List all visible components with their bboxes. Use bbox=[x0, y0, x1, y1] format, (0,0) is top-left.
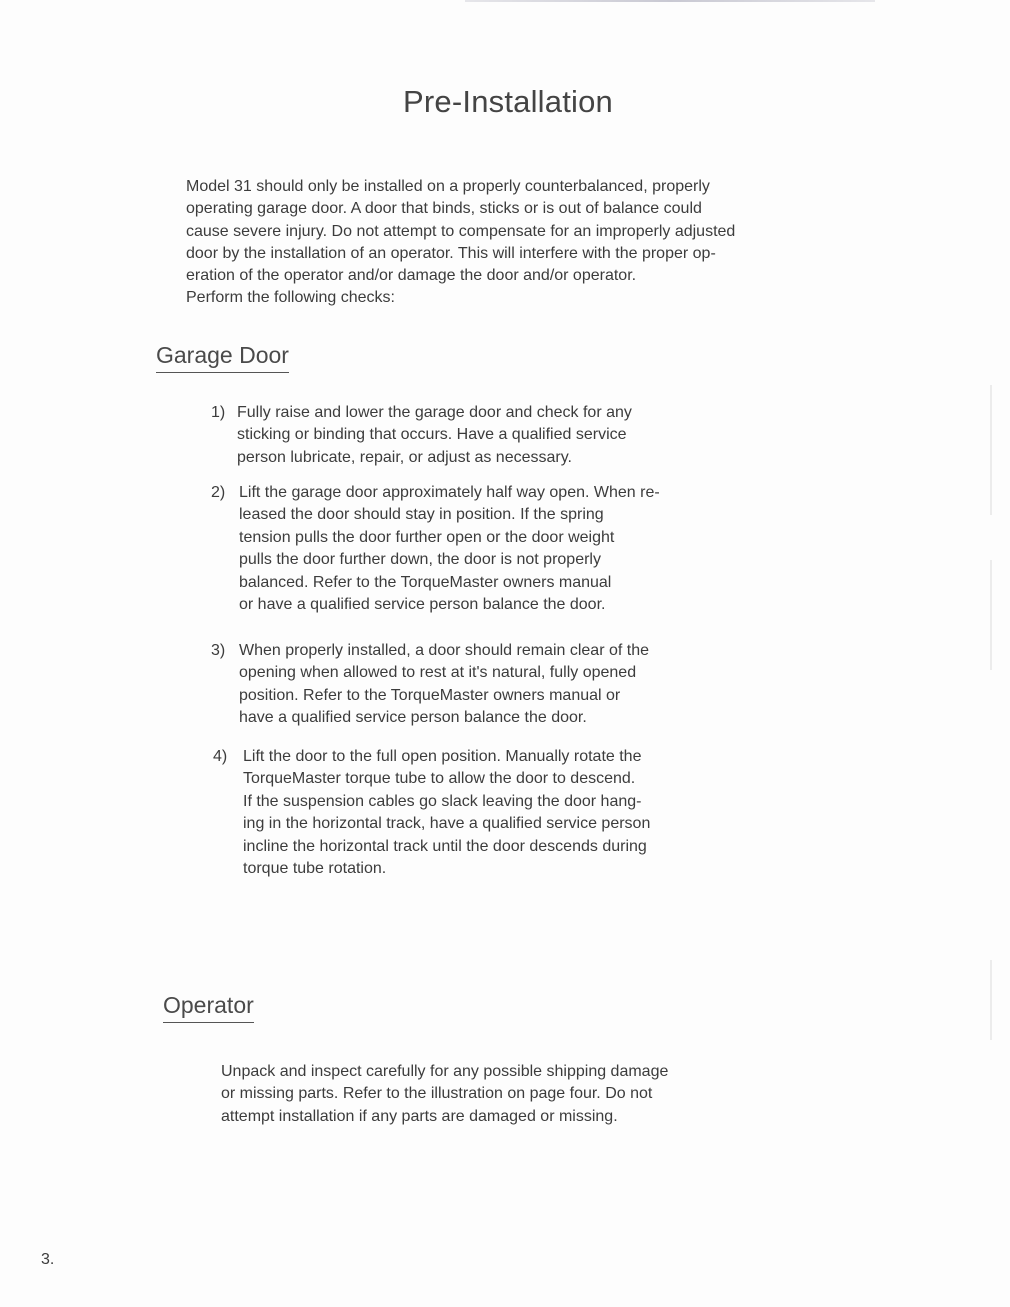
intro-line: Model 31 should only be installed on a properly counterbalanced, properly bbox=[186, 178, 710, 195]
operator-line: or missing parts. Refer to the illustration on page four. Do not bbox=[221, 1085, 653, 1103]
item-line: ing in the horizontal track, have a qualified service person bbox=[243, 815, 651, 833]
operator-paragraph bbox=[221, 1061, 668, 1128]
item-line: have a qualified service person balance the door. bbox=[239, 709, 587, 727]
item-text bbox=[239, 640, 649, 730]
scan-artifact-edge bbox=[990, 960, 992, 1040]
item-line: When properly installed, a door should remain clear of the bbox=[239, 642, 649, 659]
item-line: position. Refer to the TorqueMaster owners manual or bbox=[239, 686, 621, 704]
item-line: torque tube rotation. bbox=[243, 860, 387, 878]
item-line: or have a qualified service person balance the door. bbox=[239, 596, 606, 614]
item-line: Lift the garage door approximately half way open. When re- bbox=[239, 484, 660, 501]
item-line: Lift the door to the full open position. Manually rotate the bbox=[243, 748, 642, 765]
intro-line: operating garage door. A door that binds, sticks or is out of balance could bbox=[186, 200, 702, 218]
item-line: balanced. Refer to the TorqueMaster owners manual bbox=[239, 573, 612, 591]
item-line: leased the door should stay in position. If the spring bbox=[239, 506, 604, 524]
item-line: tension pulls the door further open or the door weight bbox=[239, 528, 615, 546]
operator-line: attempt installation if any parts are damaged or missing. bbox=[221, 1107, 618, 1125]
scan-artifact-edge bbox=[990, 560, 992, 670]
garage-door-heading: Garage Door bbox=[156, 342, 289, 373]
item-number: 2) bbox=[211, 484, 226, 501]
item-line: Fully raise and lower the garage door and check for any bbox=[237, 404, 632, 421]
page-title: Pre-Installation bbox=[403, 84, 613, 119]
item-line: person lubricate, repair, or adjust as necessary. bbox=[237, 448, 572, 466]
intro-line: cause severe injury. Do not attempt to compensate for an improperly adjusted bbox=[186, 222, 736, 240]
item-line: sticking or binding that occurs. Have a qualified service bbox=[237, 426, 627, 444]
scan-artifact-edge bbox=[990, 385, 992, 515]
item-text bbox=[243, 746, 650, 880]
page-number: 3. bbox=[41, 1251, 55, 1268]
item-text bbox=[237, 402, 632, 469]
item-line: pulls the door further down, the door is not properly bbox=[239, 551, 601, 569]
item-number: 4) bbox=[213, 748, 228, 765]
item-line: opening when allowed to rest at it's natural, fully opened bbox=[239, 664, 637, 682]
item-text bbox=[239, 482, 660, 616]
operator-heading: Operator bbox=[163, 992, 254, 1023]
item-number: 3) bbox=[211, 642, 226, 659]
intro-line: eration of the operator and/or damage the door and/or operator. bbox=[186, 267, 637, 285]
item-line: TorqueMaster torque tube to allow the door to descend. bbox=[243, 770, 636, 788]
operator-line: Unpack and inspect carefully for any possible shipping damage bbox=[221, 1063, 669, 1080]
scan-artifact-top bbox=[465, 0, 875, 2]
item-number: 1) bbox=[211, 404, 226, 421]
item-line: If the suspension cables go slack leaving the door hang- bbox=[243, 792, 642, 810]
intro-paragraph bbox=[186, 176, 886, 310]
item-line: incline the horizontal track until the door descends during bbox=[243, 837, 647, 855]
intro-line: door by the installation of an operator. This will interfere with the proper op- bbox=[186, 244, 716, 262]
intro-line: Perform the following checks: bbox=[186, 289, 395, 307]
